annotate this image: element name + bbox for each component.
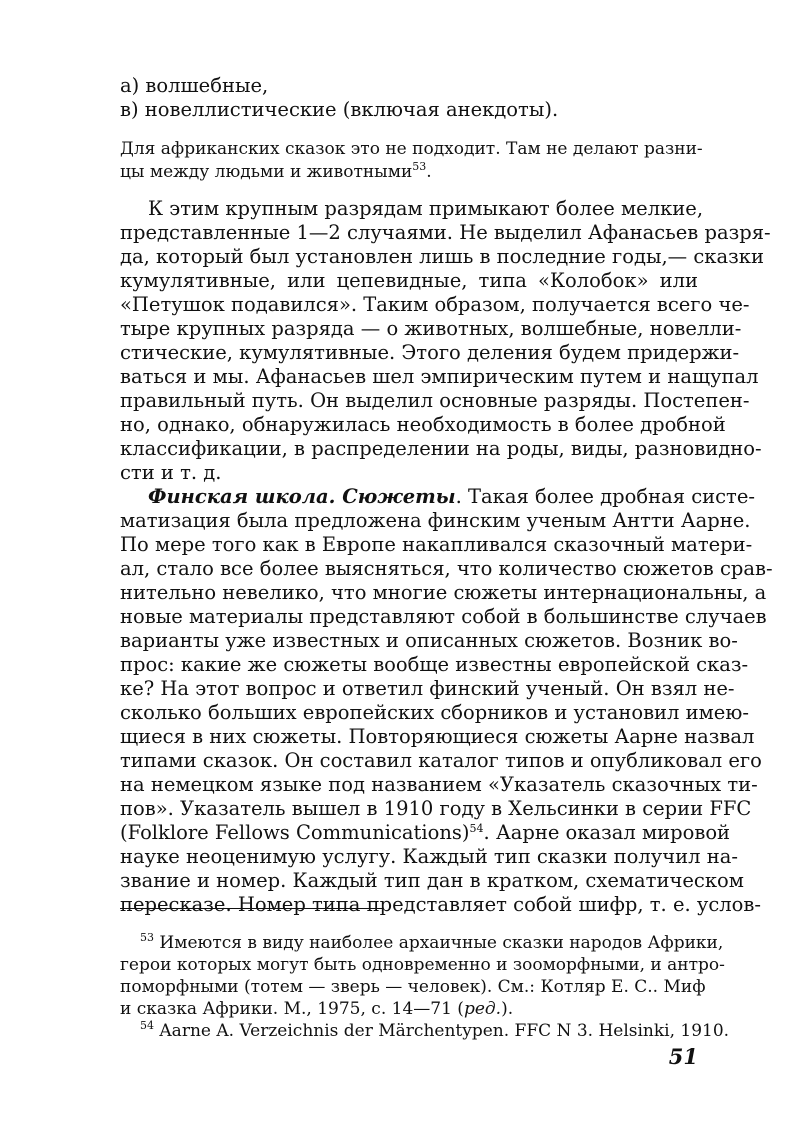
para1-line: ваться и мы. Афанасьев шел эмпирическим путем и нащупал — [120, 365, 759, 388]
para2-line: ке? На этот вопрос и ответил финский ученый. Он взял не- — [120, 677, 735, 700]
africa-note-line: цы между людьми и животными$^{53}$. — [120, 160, 432, 182]
footnote-ref-54[interactable]: 54 — [469, 822, 484, 835]
para2-line: науке неоценимую услугу. Каждый тип сказки получил на- — [120, 845, 738, 868]
footnote-53-number: 53 — [140, 931, 154, 944]
list-item-novella: в) новеллистические (включая анекдоты). — [120, 98, 559, 121]
para2-line: типами сказок. Он составил каталог типов и опубликовал его — [120, 749, 762, 772]
footnote-53-line: герои которых могут быть одновременно и зооморфными, и антро- — [120, 955, 725, 975]
para1-line: классификации, в распределении на роды, виды, разновидно- — [120, 437, 762, 460]
section-title: Финская школа. Сюжеты — [148, 485, 456, 508]
africa-note-line: Для африканских сказок это не подходит. Там не делают разни- — [120, 139, 703, 159]
para2-line: сколько больших европейских сборников и установил имею- — [120, 701, 749, 724]
para1-line: кумулятивные, или цепевидные, типа «Колобок» или — [120, 269, 698, 292]
para2-line: матизация была предложена финским ученым Антти Аарне. — [120, 509, 751, 532]
footnote-53-line: поморфными (тотем — зверь — человек). См.: Котляр Е. С.. Миф — [120, 977, 706, 997]
para1-line: стические, кумулятивные. Этого деления будем придержи- — [120, 341, 740, 364]
footnote-54-line: $^{54}$ Aarne A. Verzeichnis der Märchentypen. FFC N 3. Helsinki, 1910. — [140, 1019, 730, 1041]
editor-mark: ред. — [463, 999, 502, 1019]
para1-line: правильный путь. Он выделил основные разряды. Постепен- — [120, 389, 750, 412]
footnote-separator — [120, 908, 382, 909]
footnote-54-number: 54 — [140, 1019, 154, 1032]
footnote-ref-53[interactable]: 53 — [412, 160, 427, 173]
para2-line: прос: какие же сюжеты вообще известны европейской сказ- — [120, 653, 749, 676]
para1-line: сти и т. д. — [120, 461, 222, 484]
para2-line: на немецком языке под названием «Указатель сказочных ти- — [120, 773, 758, 796]
footnote-53-line: и сказка Африки. М., 1975, с. 14—71 (ред.). — [120, 999, 514, 1019]
para1-line: но, однако, обнаружилась необходимость в более дробной — [120, 413, 726, 436]
para2-line: По мере того как в Европе накапливался сказочный матери- — [120, 533, 753, 556]
para1-line: представленные 1—2 случаями. Не выделил Афанасьев разря- — [120, 221, 771, 244]
para2-line: звание и номер. Каждый тип дан в кратком, схематическом — [120, 869, 744, 892]
list-item-magic: а) волшебные, — [120, 74, 269, 97]
para2-line: ал, стало все более выясняться, что количество сюжетов срав- — [120, 557, 773, 580]
para2-line: новые материалы представляют собой в большинстве случаев — [120, 605, 767, 628]
para2-line: Финская школа. Сюжеты. Такая более дробная систе- — [148, 485, 755, 508]
para2-line: (Folklore Fellows Communications)$^{54}$. Аарне оказал мировой — [120, 821, 731, 844]
para1-line: К этим крупным разрядам примыкают более мелкие, — [148, 197, 704, 220]
footnote-53-line: $^{53}$ Имеются в виду наиболее архаичные сказки народов Африки, — [140, 931, 724, 953]
para1-line: «Петушок подавился». Таким образом, получается всего че- — [120, 293, 750, 316]
para2-line: щиеся в них сюжеты. Повторяющиеся сюжеты Аарне назвал — [120, 725, 755, 748]
page-number: 51 — [668, 1044, 698, 1069]
para2-line: пересказе. Номер типа представляет собой шифр, т. е. услов- — [120, 893, 761, 916]
para1-line: да, который был установлен лишь в последние годы,— сказки — [120, 245, 764, 268]
para1-line: тыре крупных разряда — о животных, волшебные, новелли- — [120, 317, 742, 340]
para2-line: варианты уже известных и описанных сюжетов. Возник во- — [120, 629, 738, 652]
para2-line: нительно невелико, что многие сюжеты интернациональны, а — [120, 581, 767, 604]
para2-line: пов». Указатель вышел в 1910 году в Хельсинки в серии FFC — [120, 797, 752, 820]
